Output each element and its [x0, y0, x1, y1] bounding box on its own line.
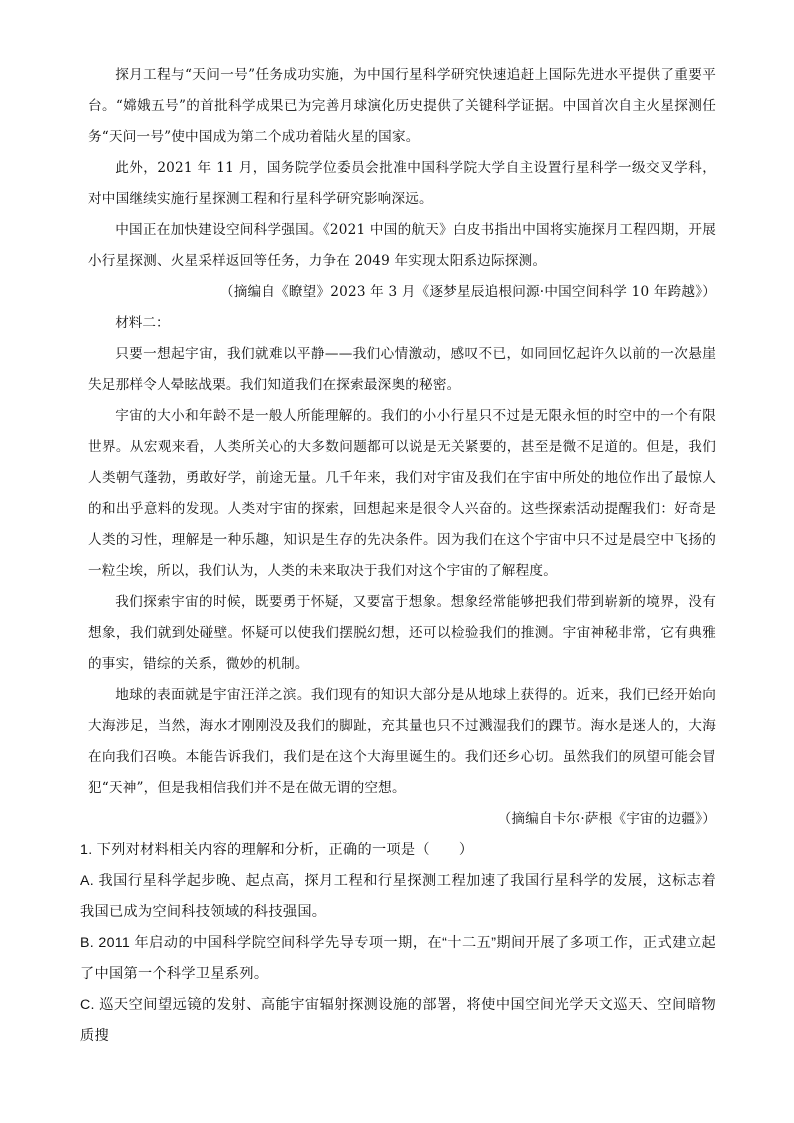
option-b: B. 2011 年启动的中国科学院空间科学先导专项一期，在“十二五”期间开展了多项工作，正式建立起了中国第一个科学卫星系列。 [80, 935, 716, 982]
passage2-label: 材料二： [115, 315, 170, 331]
passage2-source: （摘编自卡尔·萨根《宇宙的边疆》） [497, 811, 716, 827]
passage1-paragraph: 探月工程与“天问一号”任务成功实施，为中国行星科学研究快速追赶上国际先进水平提供了重要平台。“嫦娥五号”的首批科学成果已为完善月球演化历史提供了关键科学证据。中国首次自主火星探测任务“天问一号”使中国成为第二个成功着陆火星的国家。 [88, 67, 716, 145]
option-c: C. 巡天空间望远镜的发射、高能宇宙辐射探测设施的部署，将使中国空间光学天文巡天、空间暗物质搜 [80, 997, 716, 1044]
passage2-paragraph: 地球的表面就是宇宙汪洋之滨。我们现有的知识大部分是从地球上获得的。近来，我们已经开始向大海涉足，当然，海水才刚刚没及我们的脚趾，充其量也只不过溅湿我们的踝节。海水是迷人的，大海在向我们召唤。本能告诉我们，我们是在这个大海里诞生的。我们还乡心切。虽然我们的夙望可能会冒犯“天神”，但是我相信我们并不是在做无谓的空想。 [88, 687, 716, 796]
passage2-paragraph: 只要一想起宇宙，我们就难以平静——我们心情激动，感叹不已，如同回忆起许久以前的一次悬崖失足那样令人晕眩战栗。我们知道我们在探索最深奥的秘密。 [88, 346, 716, 393]
passage2-paragraph: 宇宙的大小和年龄不是一般人所能理解的。我们的小小行星只不过是无限永恒的时空中的一个有限世界。从宏观来看，人类所关心的大多数问题都可以说是无关紧要的，甚至是微不足道的。但是，我们人类朝气蓬勃，勇敢好学，前途无量。几千年来，我们对宇宙及我们在宇宙中所处的地位作出了最惊人的和出乎意料的发现。人类对宇宙的探索，回想起来是很令人兴奋的。这些探索活动提醒我们：好奇是人类的习性，理解是一种乐趣，知识是生存的先决条件。因为我们在这个宇宙中只不过是晨空中飞扬的一粒尘埃，所以，我们认为，人类的未来取决于我们对这个宇宙的了解程度。 [88, 408, 716, 579]
question-block [80, 835, 716, 1052]
passage2-paragraph: 我们探索宇宙的时候，既要勇于怀疑，又要富于想象。想象经常能够把我们带到崭新的境界，没有想象，我们就到处碰壁。怀疑可以使我们摆脱幻想，还可以检验我们的推测。宇宙神秘非常，它有典雅的事实，错综的关系，微妙的机制。 [88, 594, 716, 672]
passage1-source: （摘编自《瞭望》2023 年 3 月《逐梦星辰追根问源·中国空间科学 10 年跨越》） [219, 284, 716, 300]
passage1-paragraph: 此外，2021 年 11 月，国务院学位委员会批准中国科学院大学自主设置行星科学一级交叉学科，对中国继续实施行星探测工程和行星科学研究影响深远。 [88, 160, 716, 207]
passage1-paragraph: 中国正在加快建设空间科学强国。《2021 中国的航天》白皮书指出中国将实施探月工程四期，开展小行星探测、火星采样返回等任务，力争在 2049 年实现太阳系边际探测。 [88, 222, 716, 269]
question-stem: 1. 下列对材料相关内容的理解和分析，正确的一项是（ ） [80, 842, 474, 858]
option-a: A. 我国行星科学起步晚、起点高，探月工程和行星探测工程加速了我国行星科学的发展，这标志着我国已成为空间科技领域的科技强国。 [80, 873, 716, 920]
